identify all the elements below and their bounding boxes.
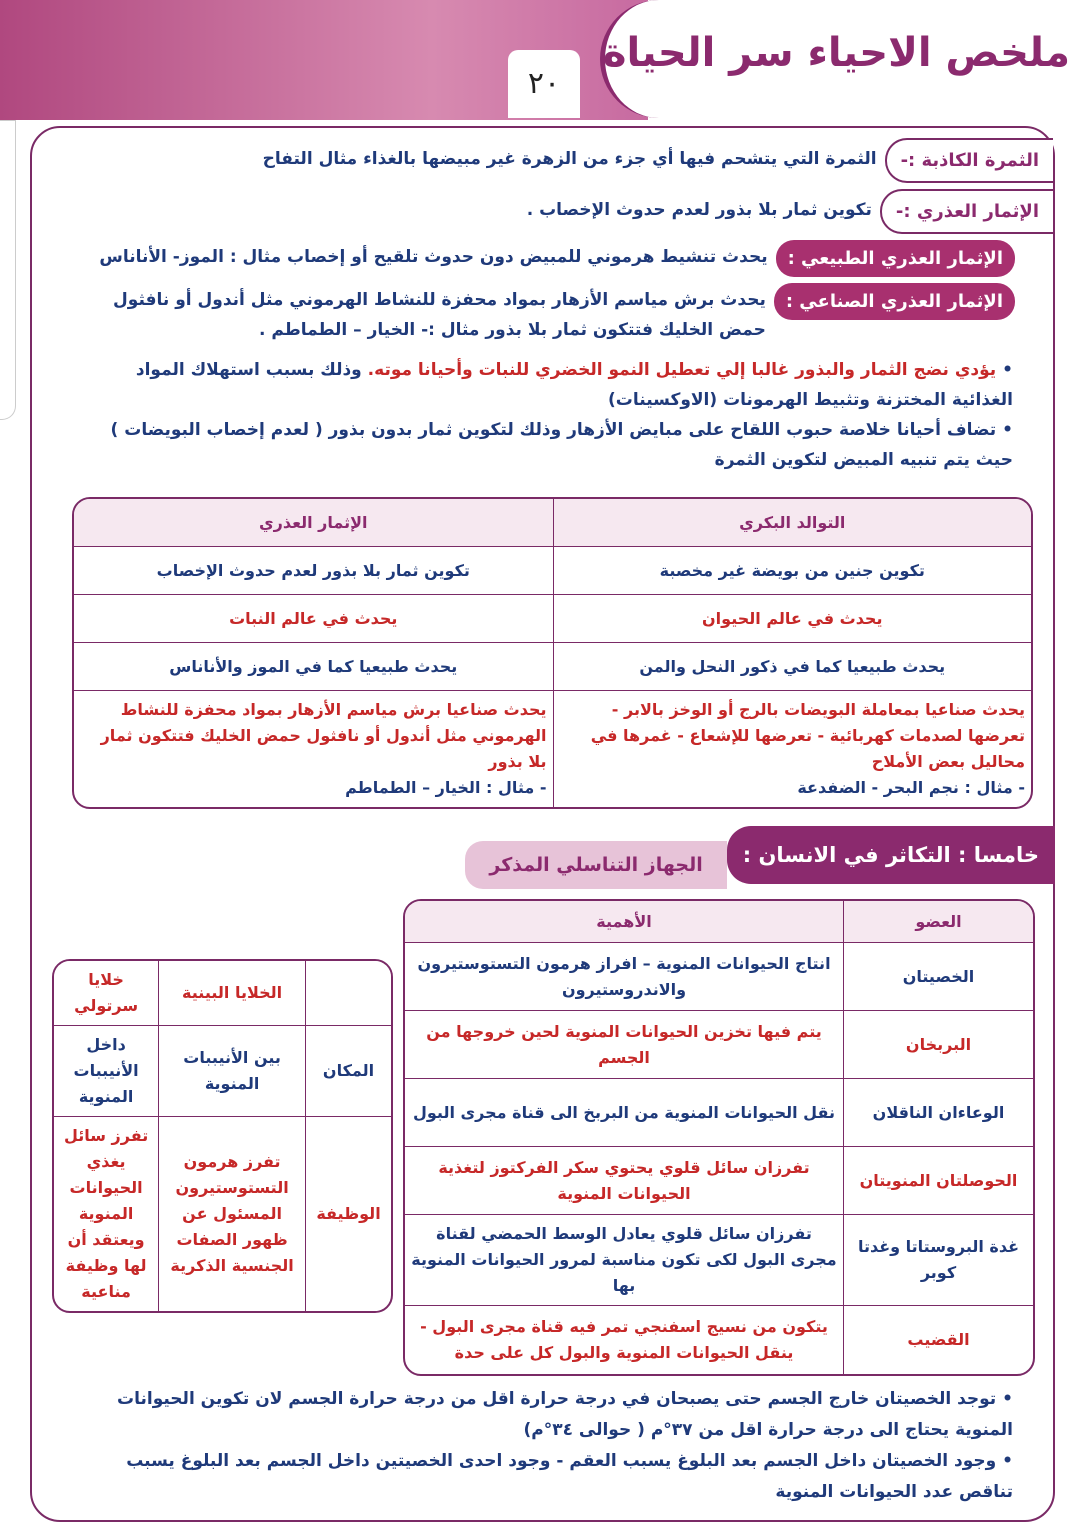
def-false-fruit: الثمرة التي يتشحم فيها أي جزء من الزهرة غير مبيضها بالغذاء مثال التفاح [262, 149, 877, 169]
table-row [405, 1215, 1033, 1306]
bullet-item: • وجود الخصيتان داخل الجسم بعد البلوغ يسبب العقم - وجود احدى الخصيتين داخل الجسم بعد البلوغ يسبب تناقص عدد الحيوانات المنوية [72, 1446, 1013, 1508]
definition-row [32, 189, 1053, 234]
importance-cell: يتم فيها تخزين الحيوانات المنوية لحين خروجها من الجسم [405, 1011, 843, 1079]
page-number: ٢٠ [508, 50, 580, 118]
term-parthenocarpy: الإثمار العذري :- [880, 189, 1053, 234]
side-tab [0, 120, 16, 420]
importance-cell: انتاج الحيوانات المنوية – افراز هرمون التستوستيرون والاندروستيرون [405, 943, 843, 1011]
title-area [600, 0, 1080, 118]
table-row [74, 691, 1031, 807]
table-row [74, 547, 1031, 595]
header-parthenogenesis: التوالد البكري [553, 499, 1032, 547]
def-parthenocarpy: تكوين ثمار بلا بذور لعدم حدوث الإخصاب . [526, 200, 872, 220]
cell: تكوين ثمار بلا بذور لعدم حدوث الإخصاب [74, 547, 553, 595]
bullet-navy-text: تضاف أحيانا خلاصة حبوب اللقاح على مبايض الأزهار وذلك لتكوين ثمار بدون بذور ( لعدم إخصاب البويضات ) حيث يتم تنبيه المبيض لتكوين الثمرة [110, 420, 1013, 470]
header-sertoli: خلايا سرتولي [54, 961, 158, 1026]
cell: تفرز سائل يغذي الحيوانات المنوية ويعتقد أن لها وظيفة مناعية [63, 1126, 149, 1301]
term-artificial-parthenocarpy: الإثمار العذري الصناعي : [774, 283, 1015, 320]
term-natural-parthenocarpy: الإثمار العذري الطبيعي : [776, 240, 1015, 277]
organs-table [403, 899, 1035, 1376]
definition-row [32, 283, 1053, 345]
bullets-top [32, 355, 1053, 475]
content-frame [30, 126, 1055, 1522]
organ-cell: الوعاءان الناقلان [843, 1079, 1033, 1147]
table-row [405, 1079, 1033, 1147]
cell: المكان [305, 1026, 391, 1117]
table-row [405, 1306, 1033, 1374]
header-organ: العضو [843, 901, 1033, 943]
table-row [405, 943, 1033, 1011]
cell-example: - مثال : نجم البحر - الضفدعة [797, 778, 1025, 797]
table-row [405, 1011, 1033, 1079]
cell-text: يحدث صناعيا بمعاملة البويضات بالرج أو الوخز بالابر - تعرضها لصدمات كهربائية - تعرضها للإشعاع - غمرها في محاليل بعض الأملاح [590, 700, 1025, 771]
section-heading: خامسا : التكاثر في الانسان : [727, 826, 1055, 884]
tables-row [32, 899, 1053, 1376]
organ-cell: القضيب [843, 1306, 1033, 1374]
importance-cell: تفرزان سائل قلوي يحتوي سكر الفركتوز لتغذية الحيوانات المنوية [405, 1147, 843, 1215]
bullet-navy-text: وذلك بسبب استهلاك المواد الغذائية المختزنة وتثبيط الهرمونات (الاوكسينات) [135, 360, 1013, 410]
definition-row [32, 240, 1053, 277]
cell: تفرز هرمون التستوستيرون المسئول عن ظهور الصفات الجنسية الذكرية [158, 1117, 305, 1311]
header-interstitial: الخلايا البينية [158, 961, 305, 1026]
def-artificial-parthenocarpy: يحدث برش مياسم الأزهار بمواد محفزة للنشاط الهرموني مثل أندول أو نافثول حمض الخليك فتتكون ثمار بلا بذور مثال :- الخيار – الطماطم . [113, 290, 766, 340]
bullets-bottom [32, 1384, 1053, 1508]
cell: يحدث طبيعيا كما في ذكور النحل والمن [553, 643, 1032, 691]
organ-cell: البربخان [843, 1011, 1033, 1079]
cell [74, 691, 553, 807]
cells-table [52, 959, 393, 1313]
cell: الوظيفة [305, 1117, 391, 1311]
cell: داخل الأنيببات المنوية [54, 1026, 158, 1117]
bullet-item [72, 415, 1013, 475]
subsection-heading: الجهاز التناسلي المذكر [465, 841, 726, 889]
table-row [54, 1117, 391, 1311]
table-row [74, 595, 1031, 643]
organ-cell: غدة البروستاتا وغدتا كوبر [843, 1215, 1033, 1306]
bullet-red-text: يؤدي نضج الثمار والبذور غالبا إلي تعطيل النمو الخضري للنبات وأحيانا موته. [367, 360, 997, 380]
def-natural-parthenocarpy: يحدث تنشيط هرموني للمبيض دون حدوث تلقيح أو إخصاب مثال : الموز- الأناناس [99, 247, 768, 267]
comparison-table [72, 497, 1033, 809]
bullet-item: • توجد الخصيتان خارج الجسم حتى يصبحان في درجة حرارة اقل من درجة حرارة الجسم لان تكوين الحيوانات المنوية يحتاج الى درجة حرارة اقل من ٣٧°م ( حوالى ٣٤°م) [72, 1384, 1013, 1446]
cell-text: يحدث صناعيا برش مياسم الأزهار بمواد محفزة للنشاط الهرموني مثل أندول أو نافثول حمض الخليك فتتكون ثمار بلا بذور [100, 700, 547, 771]
section-heading-row [32, 821, 1055, 889]
importance-cell: يتكون من نسيج اسفنجي تمر فيه قناة مجرى البول - ينقل الحيوانات المنوية والبول كل على حدة [420, 1317, 828, 1362]
definition-row [32, 138, 1053, 183]
cell [553, 691, 1032, 807]
cell: يحدث في عالم الحيوان [553, 595, 1032, 643]
organ-cell: الخصيتان [843, 943, 1033, 1011]
cell: بين الأنيببات المنوية [158, 1026, 305, 1117]
cell: يحدث طبيعيا كما في الموز والأناناس [74, 643, 553, 691]
page-title: ملخص الاحياء سر الحياة [602, 30, 1070, 76]
table-row [74, 643, 1031, 691]
importance-cell: تفرزان سائل قلوي يعادل الوسط الحمضي لقناة مجرى البول لكى تكون مناسبة لمرور الحيوانات المنوية بها [405, 1215, 843, 1306]
header-parthenocarpy: الإثمار العذري [74, 499, 553, 547]
header-importance: الأهمية [405, 901, 843, 943]
term-false-fruit: الثمرة الكاذبة :- [885, 138, 1053, 183]
cell: تكوين جنين من بويضة غير مخصبة [553, 547, 1032, 595]
bullet-item [72, 355, 1013, 415]
table-row [54, 1026, 391, 1117]
table-row [405, 1147, 1033, 1215]
cell: يحدث في عالم النبات [74, 595, 553, 643]
header-banner [0, 0, 1080, 120]
organ-cell: الحوصلتان المنويتان [843, 1147, 1033, 1215]
importance-cell: نقل الحيوانات المنوية من البربخ الى قناة مجرى البول [405, 1079, 843, 1147]
header-empty [305, 961, 391, 1026]
cell-example: - مثال : الخيار – الطماطم [345, 778, 547, 797]
